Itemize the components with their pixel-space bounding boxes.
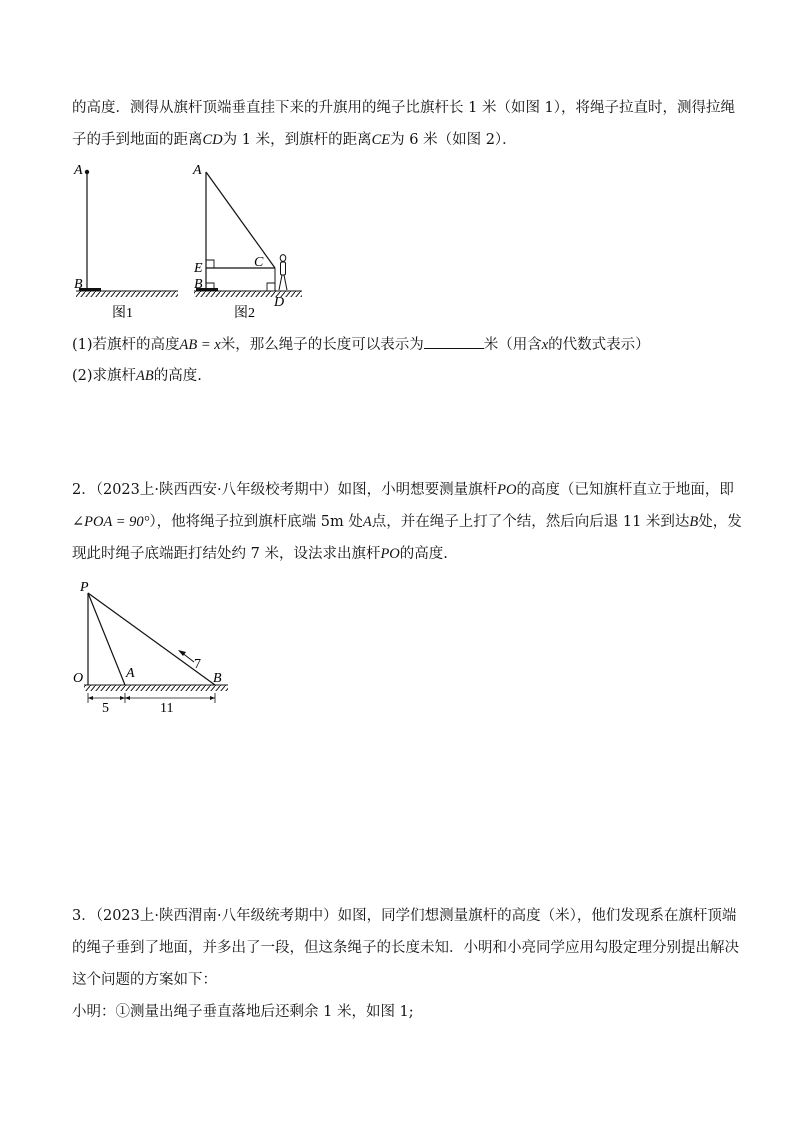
label-o: O (73, 671, 84, 686)
p3-line-4: 小明：①测量出绳子垂直落地后还剩余 1 米，如图 1; (72, 1004, 414, 1020)
rope-ac (206, 172, 275, 268)
expr-ab-x: AB = x (179, 337, 221, 353)
p2-line-1: 2．（2023上·陕西西安·八年级校考期中）如图，小明想要测量旗杆PO的高度（已知旗杆直立于地面，即 (72, 482, 734, 498)
p1-line-2: 子的手到地面的距离CD为 1 米，到旗杆的距离CE为 6 米（如图 2）． (72, 132, 517, 148)
label-b: B (213, 671, 222, 686)
p2-line-3: 现此时绳子底端距打结处约 7 米，设法求出旗杆PO的高度. (72, 546, 448, 562)
p2-line-2: ∠POA = 90°），他将绳子拉到旗杆底端 5m 处A点，并在绳子上打了个结，然后向后退 11 米到达B处，发 (72, 514, 742, 530)
p1-question-1: (1)若旗杆的高度AB = x米，那么绳子的长度可以表示为 米（用含x的代数式表示） (72, 334, 650, 355)
ground-hatch (194, 291, 302, 297)
figure-1 (70, 160, 190, 320)
ground-hatch (84, 685, 228, 691)
figure-1-caption: 图1 (112, 306, 133, 321)
segment-cd: CD (202, 132, 223, 148)
label-e: E (194, 261, 203, 276)
segment-ce: CE (371, 132, 391, 148)
label-d: D (274, 295, 285, 310)
p1-line-1: 的高度．测得从旗杆顶端垂直挂下来的升旗用的绳子比旗杆长 1 米（如图 1），将绳子拉直时，测得拉绳 (72, 100, 736, 116)
p1-question-2: (2)求旗杆AB的高度. (72, 368, 202, 384)
figure-3 (70, 578, 240, 716)
figure-2-caption: 图2 (234, 306, 255, 321)
segment-ab: AB (136, 368, 154, 384)
label-a: A (193, 163, 202, 178)
label-b: B (194, 277, 203, 292)
answer-blank[interactable] (424, 334, 484, 349)
point-a-dot (85, 170, 89, 174)
label-a: A (126, 666, 135, 681)
label-five: 5 (102, 701, 109, 716)
label-a: A (74, 163, 83, 178)
angle-poa: ∠POA = 90° (72, 514, 150, 530)
label-p: P (80, 580, 89, 595)
label-eleven: 11 (160, 701, 174, 716)
p3-line-1: 3．（2023上·陕西渭南·八年级统考期中）如图，同学们想测量旗杆的高度（米），他们发现系在旗杆顶端 (72, 908, 737, 924)
label-seven: 7 (194, 657, 201, 672)
figure-2 (190, 160, 320, 320)
ground-hatch (76, 291, 178, 297)
p3-line-2: 的绳子垂到了地面，并多出了一段，但这条绳子的长度未知．小明和小亮同学应用勾股定理分别提出解决 (72, 940, 739, 956)
person-icon (279, 255, 287, 290)
label-c: C (254, 255, 264, 270)
p3-line-3: 这个问题的方案如下： (72, 972, 217, 988)
label-b: B (74, 277, 83, 292)
